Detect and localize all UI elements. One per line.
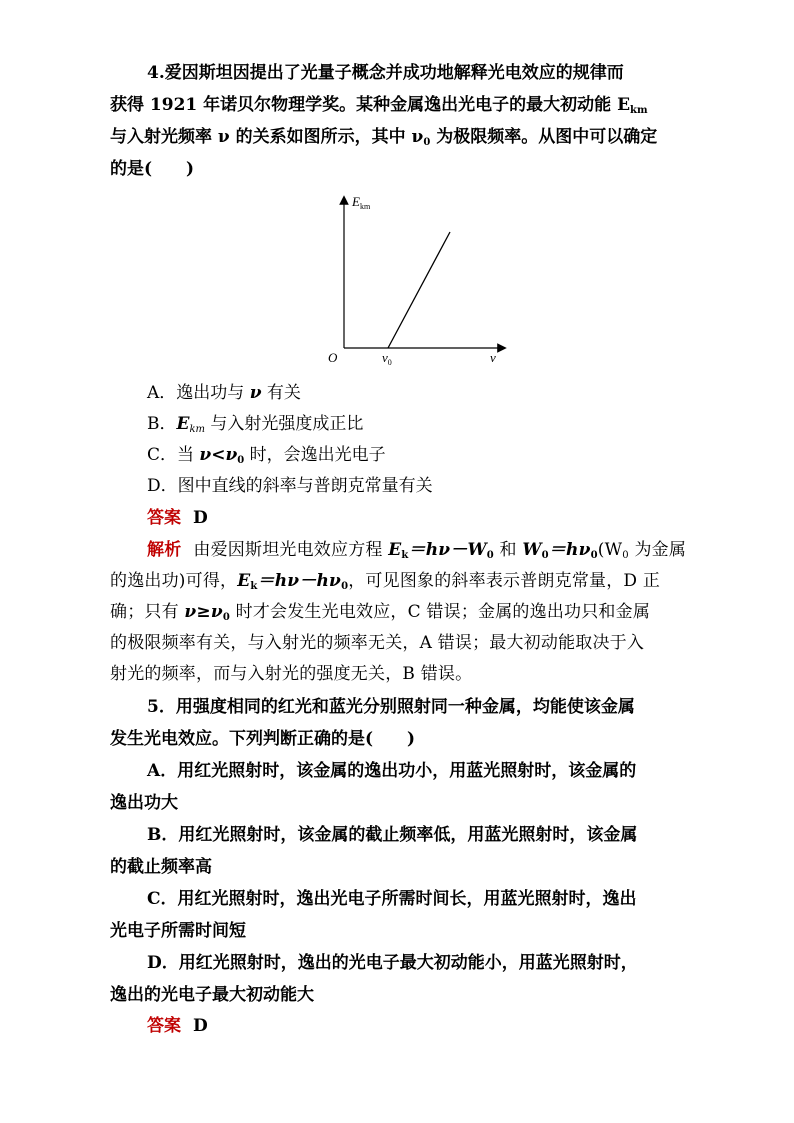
option-text: 的截止频率高: [110, 857, 212, 877]
q4-option-a: [147, 380, 301, 406]
option-text: 时，会逸出光电子: [244, 445, 386, 465]
q4-analysis-line1: [147, 537, 686, 569]
q5-option-c-line1: [147, 886, 637, 912]
q5-text: 发生光电效应。下列判断正确的是( ): [110, 729, 416, 749]
eq: ＝hν: [548, 540, 591, 560]
q5-option-a-line2: [110, 790, 178, 816]
option-text: 有关: [261, 383, 301, 403]
answer-value: D: [193, 508, 208, 528]
q4-analysis-line2: [110, 568, 660, 600]
analysis-text: 和: [493, 540, 523, 560]
option-text: A．用红光照射时，该金属的逸出功小，用蓝光照射时，该金属的: [147, 761, 637, 781]
q4-text: 的是( ): [110, 159, 195, 179]
option-var: ν: [249, 383, 262, 403]
option-text: 逸出功大: [110, 793, 178, 813]
option-text: A．逸出功与: [147, 383, 250, 403]
q5-stem-line2: [110, 726, 415, 752]
q4-text: 与入射光频率 ν 的关系如图所示，其中 ν: [110, 127, 424, 147]
q5-option-d-line1: [147, 950, 638, 976]
q4-analysis-line3: [110, 599, 650, 631]
eq-sub: 0: [222, 612, 231, 623]
analysis-text: 为金属: [628, 540, 687, 560]
q4-text: 4.爱因斯坦因提出了光量子概念并成功地解释光电效应的规律而: [147, 63, 624, 83]
eq-sub: 0: [341, 581, 349, 592]
answer-value: D: [193, 1016, 208, 1036]
option-text: 与入射光强度成正比: [205, 414, 364, 434]
option-text: 光电子所需时间短: [110, 921, 246, 941]
answer-label: 答案: [147, 1016, 181, 1036]
analysis-text: 时才会发生光电效应，C 错误；金属的逸出功只和金属: [230, 602, 651, 622]
x-axis-label: ν: [490, 350, 496, 365]
analysis-text: 射光的频率，而与入射光的强度无关，B 错误。: [110, 664, 473, 684]
analysis-label: 解析: [147, 540, 182, 560]
q5-text: 5．用强度相同的红光和蓝光分别照射同一种金属，均能使该金属: [147, 697, 635, 717]
option-text: C．用红光照射时，逸出光电子所需时间长，用蓝光照射时，逸出: [147, 889, 637, 909]
eq-sub: 0: [486, 550, 494, 561]
eq: E: [237, 571, 251, 591]
option-text: 逸出的光电子最大初动能大: [110, 985, 314, 1005]
eq-sub: 0: [622, 550, 629, 561]
q4-text: 为极限频率。从图中可以确定: [430, 127, 658, 147]
q4-analysis-line4: [110, 630, 644, 656]
analysis-text: (W: [597, 540, 623, 560]
eq-sub: k: [401, 550, 409, 561]
q4-stem-line2: [110, 92, 648, 124]
y-axis-label: $E_{km}$: [352, 194, 371, 211]
analysis-text: 确；只有: [110, 602, 185, 622]
answer-label: 答案: [147, 508, 181, 528]
q4-analysis-line5: [110, 661, 472, 687]
q5-option-b-line1: [147, 822, 637, 848]
q4-answer: [147, 505, 208, 531]
analysis-text: 由爱因斯坦光电效应方程: [193, 540, 389, 560]
option-text: C．当: [147, 445, 200, 465]
origin-label: O: [328, 350, 338, 365]
ekm-vs-frequency-graph: [322, 188, 510, 368]
eq: ＝hν－hν: [257, 571, 342, 591]
analysis-text: 的极限频率有关，与入射光的频率无关，A 错误；最大初动能取决于入: [110, 633, 645, 653]
q4-sub: km: [630, 105, 648, 116]
option-sub: 0: [237, 455, 245, 466]
x-tick-label: $\nu_0$: [382, 350, 392, 367]
q4-option-c: [147, 442, 386, 474]
q4-stem-line1: [147, 60, 624, 86]
option-var: E: [176, 414, 190, 434]
eq: W: [522, 540, 542, 560]
q4-sub: 0: [423, 137, 431, 148]
eq-sub: 0: [541, 550, 549, 561]
q5-option-b-line2: [110, 854, 212, 880]
option-text: B．: [147, 414, 177, 434]
eq: ν≥ν: [184, 602, 223, 622]
ekm-line: [388, 232, 450, 348]
option-text: D．用红光照射时，逸出的光电子最大初动能小，用蓝光照射时，: [147, 953, 638, 973]
analysis-text: 的逸出功)可得，: [110, 571, 238, 591]
q5-answer: [147, 1013, 208, 1039]
option-text: D．图中直线的斜率与普朗克常量有关: [147, 476, 433, 496]
q4-option-d: [147, 473, 433, 499]
eq-sub: 0: [590, 550, 598, 561]
option-var: ν<ν: [199, 445, 238, 465]
q4-stem-line3: [110, 124, 657, 156]
q5-option-c-line2: [110, 918, 246, 944]
option-text: B．用红光照射时，该金属的截止频率低，用蓝光照射时，该金属: [147, 825, 638, 845]
analysis-text: ，可见图象的斜率表示普朗克常量，D 正: [348, 571, 661, 591]
eq: E: [388, 540, 402, 560]
q4-stem-line4: [110, 156, 194, 182]
q5-option-d-line2: [110, 982, 314, 1008]
option-sub: km: [189, 424, 206, 435]
eq-sub: k: [250, 581, 258, 592]
q5-option-a-line1: [147, 758, 636, 784]
q4-text: 获得 1921 年诺贝尔物理学奖。某种金属逸出光电子的最大初动能 E: [110, 95, 631, 115]
eq: ＝hν－W: [408, 540, 487, 560]
q4-option-b: [147, 411, 363, 443]
q5-stem-line1: [147, 694, 635, 720]
